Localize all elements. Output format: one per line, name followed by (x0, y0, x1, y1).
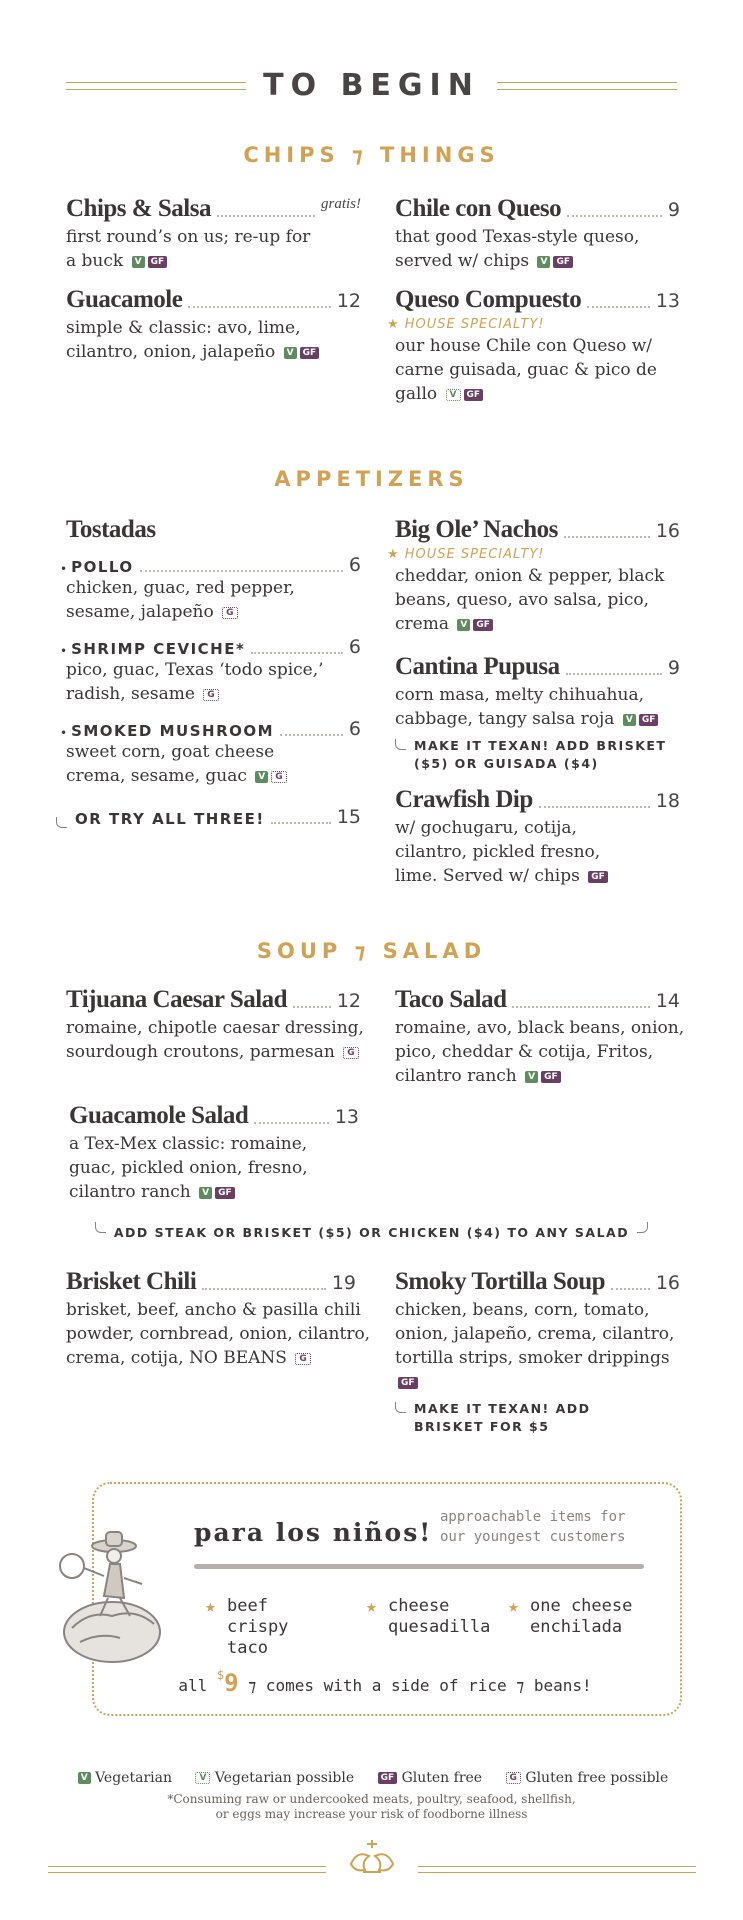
item-name: Crawfish Dip (395, 786, 533, 813)
gluten-free-badge: GF (639, 714, 659, 726)
vegetarian-badge: V (623, 714, 636, 726)
menu-item-guacamole (66, 286, 361, 364)
item-desc: that good Texas-style queso, served w/ chips (395, 227, 640, 271)
food-safety-disclaimer (0, 1792, 743, 1822)
dot-leader (564, 536, 650, 538)
dot-leader (280, 734, 343, 736)
item-price: 18 (655, 790, 680, 812)
tostada-smoked-mushroom (60, 718, 361, 788)
dietary-legend (0, 1770, 743, 1786)
sub-item-desc: sweet corn, goat cheese crema, sesame, guac (66, 742, 275, 786)
logo-icon (343, 1836, 401, 1876)
arrow-icon (637, 1222, 648, 1233)
star-icon: ★ (366, 1596, 377, 1617)
tostada-all-three (56, 806, 361, 828)
item-desc: chicken, beans, corn, tomato, onion, jalapeño, crema, cilantro, tortilla strips, smoker drippings (395, 1300, 675, 1368)
vegetarian-badge: V (525, 1071, 538, 1083)
menu-item-cantina-pupusa (395, 653, 680, 773)
item-desc: first round’s on us; re-up for a buck (66, 227, 311, 271)
kids-item-quesadilla (366, 1596, 498, 1638)
bullet-icon: • (60, 562, 68, 576)
arrow-icon (395, 1402, 406, 1413)
arrow-icon (395, 739, 406, 750)
bullet-icon: • (60, 726, 68, 740)
item-desc: romaine, avo, black beans, onion, pico, cheddar & cotija, Fritos, cilantro ranch (395, 1018, 685, 1086)
vegetarian-possible-badge: V (446, 389, 461, 401)
currency-symbol: $ (216, 1668, 225, 1682)
item-price: 13 (334, 1106, 359, 1128)
dot-leader (539, 806, 650, 808)
item-name: Tijuana Caesar Salad (66, 986, 288, 1013)
vegetarian-badge: V (255, 771, 268, 783)
gluten-free-possible-badge: G (506, 1772, 521, 1784)
note-text: MAKE IT TEXAN! ADD BRISKET FOR $5 (414, 1401, 591, 1434)
pupusa-add-note (395, 737, 685, 773)
legend-label: Vegetarian (95, 1770, 172, 1786)
item-name: Smoky Tortilla Soup (395, 1268, 606, 1295)
item-name: Chile con Queso (395, 195, 562, 222)
star-icon: ★ (205, 1596, 216, 1617)
vegetarian-badge: V (78, 1772, 91, 1784)
sub-item-price: 6 (348, 636, 361, 658)
gluten-free-badge: GF (300, 347, 320, 359)
gluten-free-possible-badge: G (222, 607, 237, 619)
sub-item-desc: chicken, guac, red pepper, sesame, jalapeño (66, 578, 295, 622)
legend-label: Vegetarian possible (214, 1770, 355, 1786)
menu-item-tortilla-soup (395, 1268, 680, 1436)
tortilla-add-note (395, 1400, 625, 1436)
tostada-pollo (60, 554, 361, 624)
kids-item-label: cheese quesadilla (388, 1596, 491, 1637)
bullet-icon: • (60, 644, 68, 658)
vegetarian-badge: V (457, 619, 470, 631)
item-desc: w/ gochugaru, cotija, cilantro, pickled fresno, lime. Served w/ chips (395, 818, 601, 886)
kids-price-prefix: all (178, 1676, 208, 1695)
kids-price-suffix: ⁊ comes with a side of rice ⁊ beans! (248, 1676, 592, 1695)
vegetarian-badge: V (284, 347, 297, 359)
footer-rule-right (418, 1866, 696, 1873)
house-specialty-label: ★ HOUSE SPECIALTY! (387, 547, 545, 562)
kids-divider (194, 1564, 644, 1569)
dot-leader (254, 1122, 328, 1124)
kids-item-label: beef crispy taco (227, 1596, 289, 1658)
item-desc: a Tex-Mex classic: romaine, guac, pickled onion, fresno, cilantro ranch (69, 1134, 308, 1202)
sub-item-price: 15 (336, 806, 361, 828)
dot-leader (271, 822, 331, 824)
gluten-free-possible-badge: G (271, 771, 286, 783)
dot-leader (567, 215, 662, 217)
star-icon: ★ (508, 1596, 519, 1617)
dot-leader (566, 673, 662, 675)
section-title-appetizers: APPETIZERS (274, 467, 469, 491)
gluten-free-possible-badge: G (295, 1353, 310, 1365)
vegetarian-badge: V (537, 256, 550, 268)
dot-leader (217, 215, 315, 217)
item-price: 16 (655, 1272, 680, 1294)
item-name: Guacamole (66, 286, 183, 313)
disclaimer-line: or eggs may increase your risk of foodborne illness (215, 1807, 528, 1821)
menu-item-tostadas (60, 516, 361, 828)
tostada-shrimp-ceviche (60, 636, 361, 706)
dot-leader (202, 1288, 325, 1290)
item-price: 16 (655, 520, 680, 542)
sub-item-desc: pico, guac, Texas ‘todo spice,’ radish, sesame (66, 660, 324, 704)
item-desc: our house Chile con Queso w/ carne guisada, guac & pico de gallo (395, 336, 657, 404)
kids-price-line (0, 1668, 743, 1697)
house-specialty-label: ★ HOUSE SPECIALTY! (387, 317, 545, 332)
sub-item-name: OR TRY ALL THREE! (75, 810, 265, 828)
gluten-free-badge: GF (588, 871, 608, 883)
gluten-free-badge: GF (541, 1071, 561, 1083)
item-name: Tostadas (66, 516, 156, 543)
gluten-free-badge: GF (553, 256, 573, 268)
item-price: 9 (667, 657, 680, 679)
kids-item-enchilada (508, 1596, 660, 1638)
item-name: Guacamole Salad (69, 1102, 249, 1129)
dot-leader (293, 1006, 331, 1008)
section-title-chips: CHIPS ⁊ THINGS (243, 143, 500, 167)
arrow-icon (56, 817, 67, 828)
menu-item-nachos (387, 516, 680, 636)
item-name: Queso Compuesto (395, 286, 582, 313)
kids-item-label: one cheese enchilada (530, 1596, 633, 1637)
vegetarian-badge: V (132, 256, 145, 268)
gluten-free-possible-badge: G (203, 689, 218, 701)
vegetarian-badge: V (199, 1187, 212, 1199)
vegetarian-possible-badge: V (195, 1772, 210, 1784)
gluten-free-badge: GF (378, 1772, 398, 1784)
item-name: Brisket Chili (66, 1268, 197, 1295)
gluten-free-possible-badge: G (343, 1047, 358, 1059)
kids-menu-title: para los niños! (194, 1518, 433, 1547)
sub-item-name: SHRIMP CEVICHE* (71, 640, 246, 658)
cowboy-burrito-illustration (50, 1520, 172, 1670)
item-price: 19 (331, 1272, 356, 1294)
dot-leader (251, 652, 343, 654)
section-title-soup-salad: SOUP ⁊ SALAD (256, 939, 487, 963)
salad-add-note (0, 1222, 743, 1242)
item-price: 13 (655, 290, 680, 312)
item-name: Cantina Pupusa (395, 653, 560, 680)
menu-item-chips-salsa (66, 195, 361, 273)
item-name: Chips & Salsa (66, 195, 211, 222)
item-desc: corn masa, melty chihuahua, cabbage, tangy salsa roja (395, 685, 644, 729)
dot-leader (611, 1288, 650, 1290)
menu-item-queso-compuesto (387, 286, 680, 406)
dot-leader (587, 306, 650, 308)
gluten-free-badge: GF (473, 619, 493, 631)
legend-label: Gluten free (401, 1770, 483, 1786)
item-price: 14 (655, 990, 680, 1012)
dot-leader (188, 306, 330, 308)
arrow-icon (95, 1222, 106, 1233)
item-desc: simple & classic: avo, lime, cilantro, onion, jalapeño (66, 318, 301, 362)
sub-item-price: 6 (348, 718, 361, 740)
dot-leader (140, 570, 343, 572)
menu-item-crawfish-dip (395, 786, 680, 888)
gluten-free-badge: GF (215, 1187, 235, 1199)
menu-item-chile-queso (395, 195, 680, 273)
kids-price: 9 (224, 1669, 239, 1697)
dot-leader (512, 1006, 649, 1008)
item-name: Taco Salad (395, 986, 507, 1013)
legend-label: Gluten free possible (525, 1770, 669, 1786)
item-desc: brisket, beef, ancho & pasilla chili powder, cornbread, onion, cilantro, crema, cotija, NO BEANS (66, 1300, 371, 1368)
item-price: gratis! (320, 196, 361, 212)
menu-item-taco-salad (395, 986, 685, 1088)
sub-item-price: 6 (348, 554, 361, 576)
menu-item-guacamole-salad (69, 1102, 359, 1204)
note-text: MAKE IT TEXAN! ADD BRISKET ($5) OR GUISADA ($4) (414, 738, 667, 771)
footer-rule-left (48, 1866, 326, 1873)
kids-item-taco (205, 1596, 337, 1659)
item-name: Big Ole’ Nachos (395, 516, 558, 543)
item-price: 12 (336, 990, 361, 1012)
menu-item-caesar-salad (66, 986, 364, 1064)
item-price: 9 (667, 199, 680, 221)
page-title: TO BEGIN (263, 68, 480, 103)
gluten-free-badge: GF (464, 389, 484, 401)
menu-item-brisket-chili (66, 1268, 376, 1370)
sub-item-name: POLLO (71, 558, 134, 576)
gluten-free-badge: GF (148, 256, 168, 268)
gluten-free-badge: GF (398, 1377, 418, 1389)
kids-menu-tagline: approachable items for our youngest customers (440, 1509, 626, 1545)
item-desc: romaine, chipotle caesar dressing, sourdough croutons, parmesan (66, 1018, 364, 1062)
note-text: ADD STEAK OR BRISKET ($5) OR CHICKEN ($4) TO ANY SALAD (113, 1225, 630, 1240)
disclaimer-line: *Consuming raw or undercooked meats, poultry, seafood, shellfish, (167, 1792, 576, 1806)
item-desc: cheddar, onion & pepper, black beans, queso, avo salsa, pico, crema (395, 566, 665, 634)
sub-item-name: SMOKED MUSHROOM (71, 722, 275, 740)
item-price: 12 (336, 290, 361, 312)
